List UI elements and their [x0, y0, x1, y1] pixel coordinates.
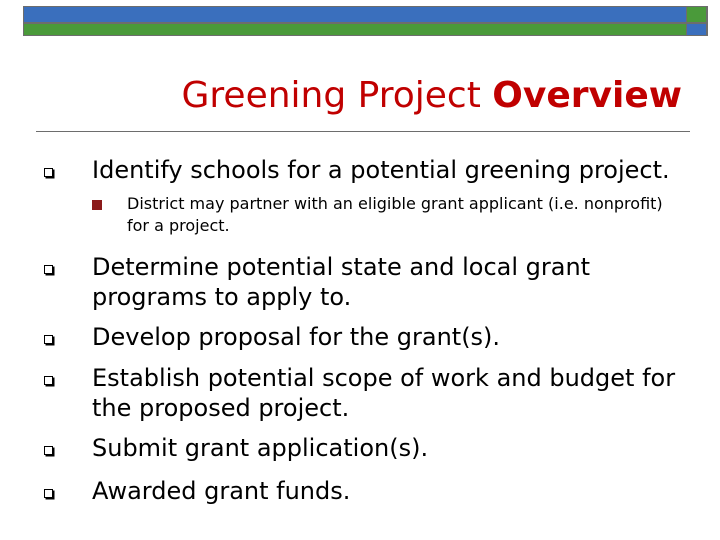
checkbox-square-icon: [44, 446, 53, 455]
checkbox-square-icon: [44, 489, 53, 498]
header-bar-green: [23, 23, 708, 36]
sub-bullet-item: District may partner with an eligible grant applicant (i.e. nonprofit) for a project.: [127, 194, 663, 235]
title-regular-text: Greening Project: [181, 75, 493, 116]
checkbox-square-icon: [44, 265, 53, 274]
bullet-item: Identify schools for a potential greening project.: [92, 156, 670, 184]
bullet-item: Establish potential scope of work and budget for the proposed project.: [92, 364, 676, 422]
corner-square-green: [686, 6, 707, 23]
square-bullet-icon: [92, 200, 102, 210]
bullet-item: Submit grant application(s).: [92, 434, 429, 462]
checkbox-square-icon: [44, 376, 53, 385]
checkbox-square-icon: [44, 335, 53, 344]
bullet-item: Awarded grant funds.: [92, 477, 351, 505]
header-bar-blue: [23, 6, 708, 23]
bullet-item: Determine potential state and local grant programs to apply to.: [92, 253, 591, 311]
title-divider: [36, 131, 690, 132]
corner-square-blue: [686, 23, 707, 36]
title-bold-text: Overview: [492, 75, 682, 116]
checkbox-square-icon: [44, 168, 53, 177]
slide-title: [182, 73, 682, 119]
bullet-item: Develop proposal for the grant(s).: [92, 323, 501, 351]
